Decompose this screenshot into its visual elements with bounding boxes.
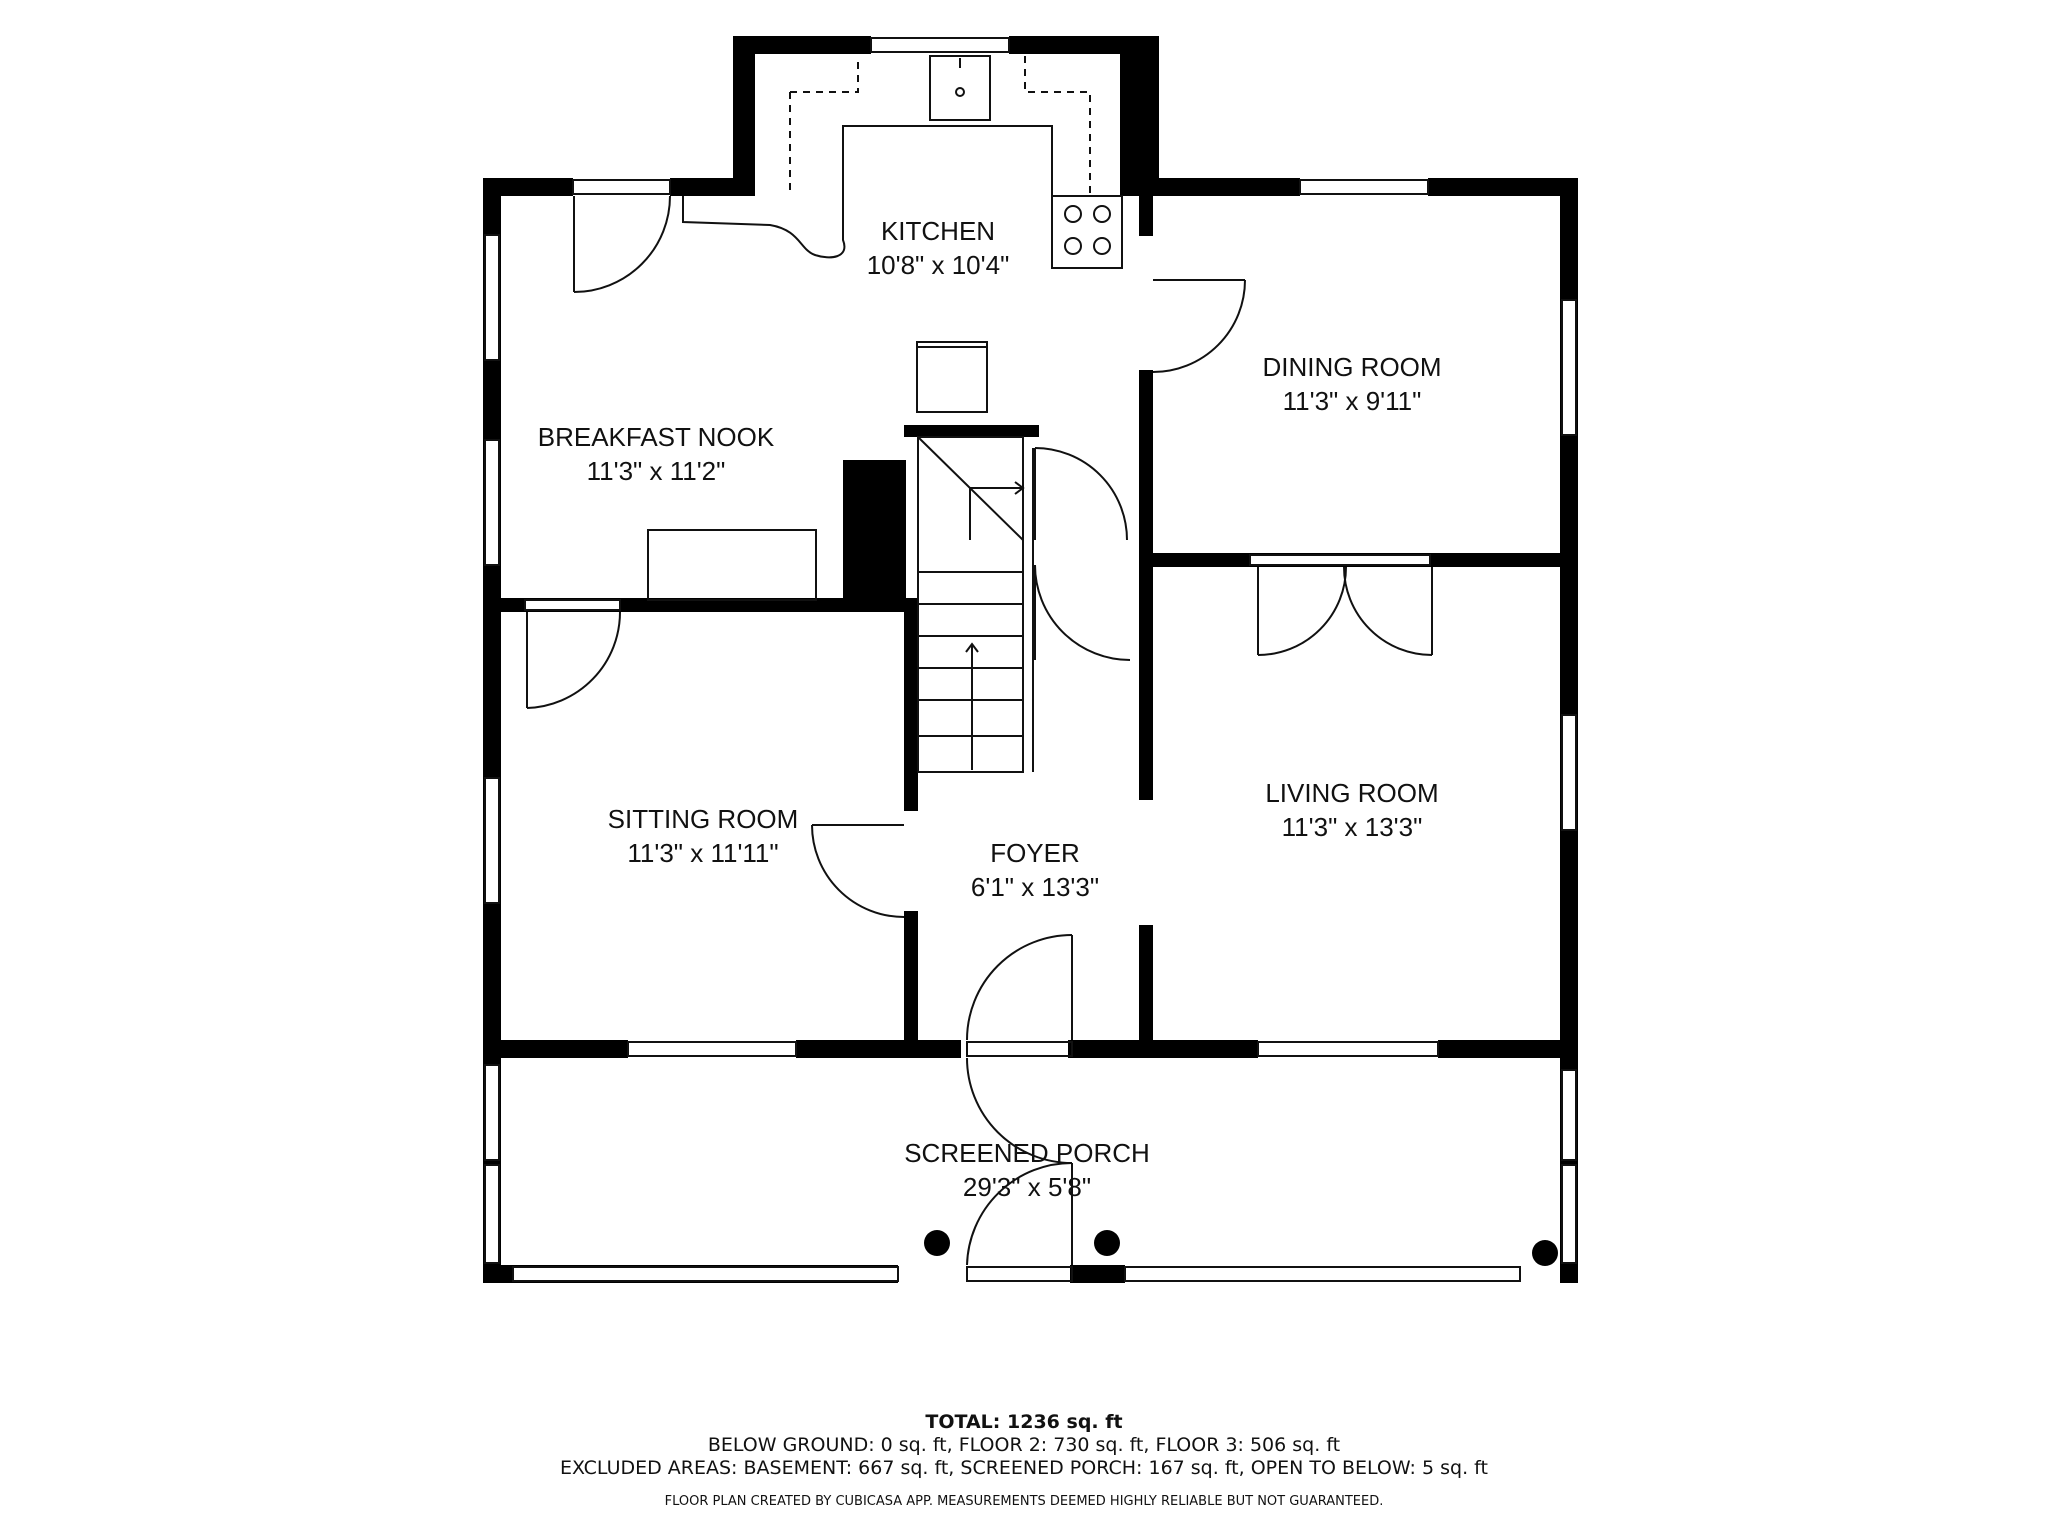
staircase bbox=[918, 437, 1033, 772]
dining-room-name: DINING ROOM bbox=[1262, 352, 1442, 382]
living-room-dim: 11'3" x 13'3" bbox=[1281, 812, 1423, 842]
windows bbox=[485, 38, 1576, 1281]
porch-posts bbox=[924, 1230, 1558, 1266]
total-value: 1236 sq. ft bbox=[1007, 1411, 1123, 1433]
breakfast-nook-dim: 11'3" x 11'2" bbox=[586, 456, 726, 486]
excluded-areas: EXCLUDED AREAS: BASEMENT: 667 sq. ft, SCREENED PORCH: 167 sq. ft, OPEN TO BELOW: 5 sq. ft bbox=[560, 1457, 1488, 1479]
stove bbox=[1052, 196, 1122, 268]
total-area bbox=[0, 1411, 2048, 1433]
dining-room-dim: 11'3" x 9'11" bbox=[1282, 386, 1422, 416]
sitting-room-dim: 11'3" x 11'11" bbox=[627, 838, 779, 868]
walls bbox=[483, 36, 1578, 1283]
breakfast-nook-name: BREAKFAST NOOK bbox=[537, 422, 775, 452]
screened-porch-dim: 29'3" x 5'8" bbox=[962, 1172, 1092, 1202]
kitchen-dim: 10'8" x 10'4" bbox=[866, 250, 1010, 280]
floor-areas: BELOW GROUND: 0 sq. ft, FLOOR 2: 730 sq. ft, FLOOR 3: 506 sq. ft bbox=[707, 1434, 1341, 1456]
living-room-name: LIVING ROOM bbox=[1265, 778, 1439, 808]
screened-porch-name: SCREENED PORCH bbox=[904, 1138, 1150, 1168]
sitting-room-name: SITTING ROOM bbox=[607, 804, 799, 834]
total-label: TOTAL: bbox=[925, 1411, 1001, 1433]
foyer-name: FOYER bbox=[990, 838, 1080, 868]
disclaimer: FLOOR PLAN CREATED BY CUBICASA APP. MEASUREMENTS DEEMED HIGHLY RELIABLE BUT NOT GUARANTEED. bbox=[664, 1494, 1384, 1509]
kitchen-name: KITCHEN bbox=[880, 216, 996, 246]
foyer-dim: 6'1" x 13'3" bbox=[970, 872, 1100, 902]
